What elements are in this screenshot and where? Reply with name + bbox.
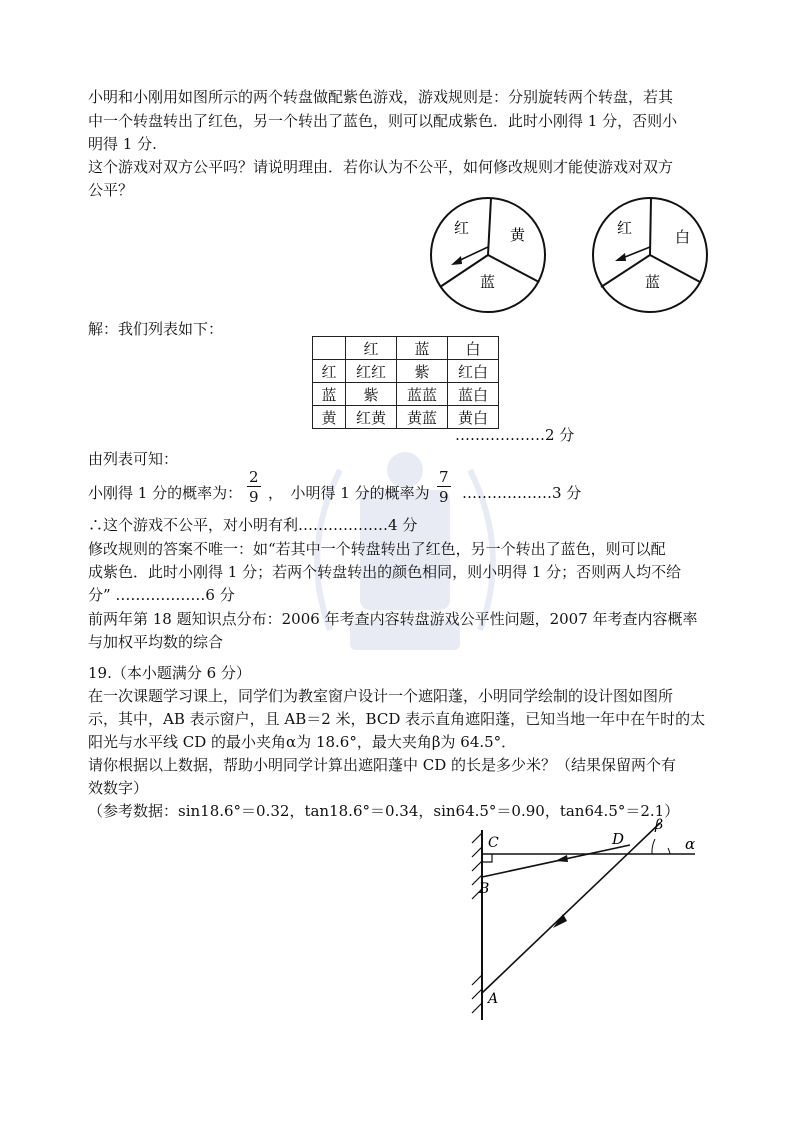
problem-line-2: 中一个转盘转出了红色，另一个转出了蓝色，则可以配成紫色．此时小刚得 1 分，否则小	[88, 112, 678, 130]
table-cell	[313, 337, 346, 360]
table-cell: 红	[313, 360, 346, 383]
modify-line-1: 修改规则的答案不唯一：如“若其中一个转盘转出了红色，另一个转出了蓝色，则可以配	[88, 540, 666, 558]
q19-line-5: 效数字）	[88, 779, 149, 797]
table-row	[313, 360, 499, 383]
prob-gang-label: 小刚得 1 分的概率为：	[88, 484, 243, 502]
spinner-left	[424, 195, 564, 315]
fraction-numerator: 7	[439, 468, 449, 486]
spinner-right-label-blue: 蓝	[645, 273, 661, 291]
table-cell: 红黄	[346, 406, 397, 429]
table-cell: 黄	[313, 406, 346, 429]
conclusion-text: ∴这个游戏不公平，对小明有利………………4 分	[88, 516, 418, 534]
spinner-right	[585, 195, 725, 315]
awning-diagram	[460, 815, 720, 1025]
q19-line-1: 在一次课题学习课上，同学们为教室窗户设计一个遮阳蓬，小明同学绘制的设计图如图所	[88, 687, 674, 705]
modify-line-2: 成紫色．此时小刚得 1 分；若两个转盘转出的颜色相同，则小明得 1 分；否则两人均不给	[88, 563, 682, 581]
from-table-text: 由列表可知：	[88, 450, 179, 468]
label-beta: β	[655, 817, 664, 833]
table-cell: 紫	[346, 383, 397, 406]
fraction-denominator: 9	[439, 488, 449, 506]
fraction-numerator: 2	[249, 468, 259, 486]
score-2-points: ………………2 分	[455, 426, 575, 444]
q19-line-2: 示，其中，AB 表示窗户，且 AB＝2 米，BCD 表示直角遮阳蓬，已知当地一年中在午时的太	[88, 710, 706, 728]
problem-line-1: 小明和小刚用如图所示的两个转盘做配紫色游戏，游戏规则是：分别旋转两个转盘，若其	[88, 88, 674, 106]
problem-line-4: 这个游戏对双方公平吗？请说明理由．若你认为不公平，如何修改规则才能使游戏对双方	[88, 158, 674, 176]
q19-line-4: 请你根据以上数据，帮助小明同学计算出遮阳蓬中 CD 的长是多少米？（结果保留两个有	[88, 756, 677, 774]
q19-line-6: （参考数据：sin18.6°＝0.32，tan18.6°＝0.34，sin64.5°＝0.90，tan64.5°＝2.1）	[88, 802, 680, 820]
spinner-right-label-white: 白	[675, 228, 691, 246]
table-header-row	[313, 337, 499, 360]
score-3-points: ………………3 分	[462, 484, 582, 502]
table-cell: 黄白	[448, 406, 499, 429]
table-row	[313, 383, 499, 406]
prob-gang-fraction	[247, 468, 261, 507]
table-cell: 红红	[346, 360, 397, 383]
prob-ming-fraction	[437, 468, 451, 507]
spinner-right-label-red: 红	[617, 219, 633, 237]
table-cell: 蓝蓝	[397, 383, 448, 406]
prob-ming-label: ， 小明得 1 分的概率为	[268, 484, 430, 502]
q19-line-3: 阳光与水平线 CD 的最小夹角α为 18.6°，最大夹角β为 64.5°．	[88, 733, 517, 751]
solution-intro: 解：我们列表如下：	[88, 320, 224, 338]
modify-line-3: 分” ………………6 分	[88, 586, 235, 604]
table-cell: 蓝	[313, 383, 346, 406]
table-cell: 蓝白	[448, 383, 499, 406]
q19-heading: 19.（本小题满分 6 分）	[88, 664, 251, 682]
label-alpha: α	[685, 835, 696, 853]
table-cell: 黄蓝	[397, 406, 448, 429]
spinner-left-label-red: 红	[454, 219, 470, 237]
label-d: D	[612, 830, 625, 848]
fraction-denominator: 9	[249, 488, 259, 506]
problem-line-3: 明得 1 分.	[88, 135, 157, 153]
outcome-table	[312, 336, 499, 429]
table-cell: 红白	[448, 360, 499, 383]
spinner-left-label-yellow: 黄	[510, 226, 526, 244]
table-cell: 白	[448, 337, 499, 360]
table-cell: 紫	[397, 360, 448, 383]
label-a: A	[488, 991, 499, 1007]
note-line-1: 前两年第 18 题知识点分布：2006 年考查内容转盘游戏公平性问题，2007 年考查内容概率	[88, 610, 698, 628]
note-line-2: 与加权平均数的综合	[88, 633, 224, 651]
problem-line-5: 公平？	[88, 181, 134, 199]
label-c: C	[488, 835, 499, 851]
table-cell: 红	[346, 337, 397, 360]
table-cell: 蓝	[397, 337, 448, 360]
spinner-left-label-blue: 蓝	[480, 273, 496, 291]
label-b: B	[479, 881, 490, 897]
